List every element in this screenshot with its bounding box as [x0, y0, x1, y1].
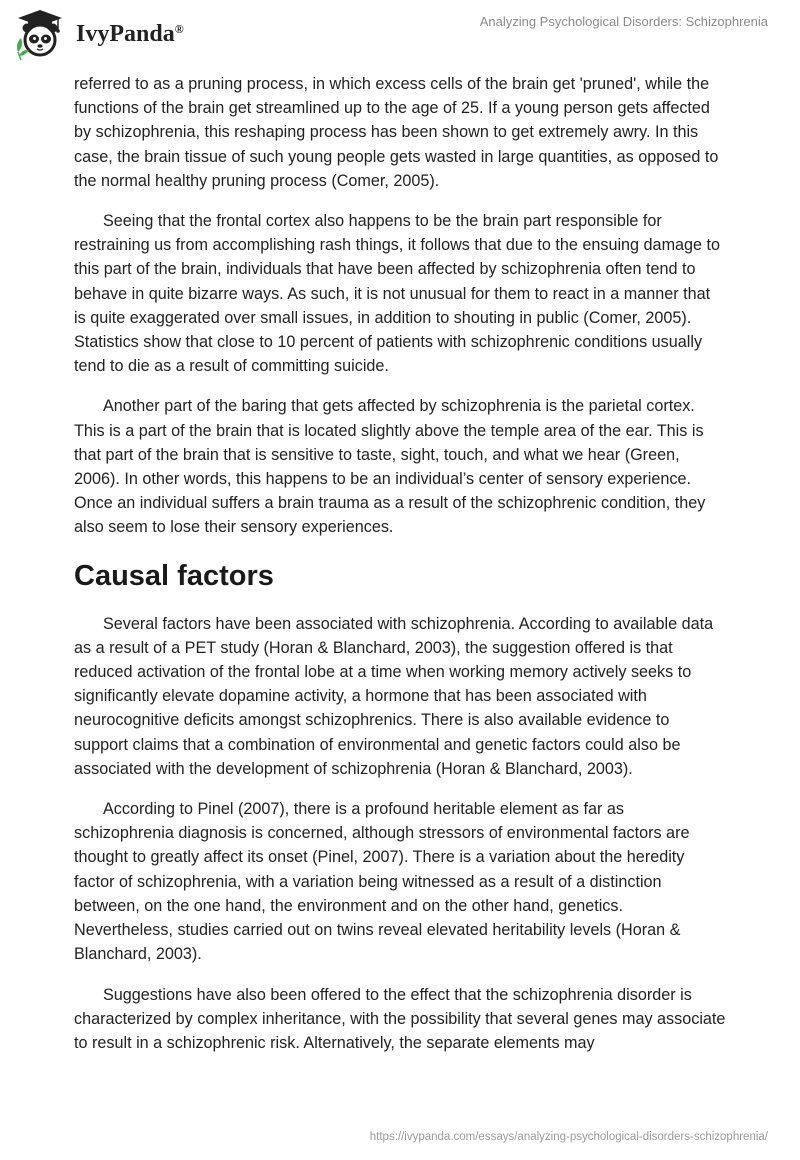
- page-header: [0, 0, 800, 70]
- paragraph-pruning: referred to as a pruning process, in which excess cells of the brain get 'pruned', while the functions of the brain get streamlined up to the age of 25. If a young person gets affected by schizophrenia, this reshaping process has been shown to get extremely awry. In this case, the brain tissue of such young people gets wasted in large quantities, as opposed to the normal healthy pruning process (Comer, 2005).: [74, 75, 719, 190]
- paragraph-frontal-cortex: Seeing that the frontal cortex also happens to be the brain part responsible for restraining us from accomplishing rash things, it follows that due to the ensuing damage to this part of the brain, individuals that have been affected by schizophrenia often tend to behave in quite bizarre ways. As such, it is not unusual for them to react in a manner that is quite exaggerated over small issues, in addition to shouting in public (Comer, 2005). Statistics show that close to 10 percent of patients with schizophrenic conditions usually tend to die as a result of committing suicide.: [74, 212, 721, 376]
- essay-content: [74, 72, 726, 1071]
- paragraph-heritability: According to Pinel (2007), there is a profound heritable element as far as schizophrenia diagnosis is concerned, although stressors of environmental factors are thought to greatly affect its onset (Pinel, 2007). There is a variation about the heredity factor of schizophrenia, with a variation being witnessed as a result of a distinction between, on the one hand, the environment and on the other hand, genetics. Nevertheless, studies carried out on twins reveal elevated heritability levels (Horan & Blanchard, 2003).: [74, 800, 690, 964]
- brand-text: IvyPanda: [76, 21, 175, 47]
- paragraph-parietal-cortex: Another part of the baring that gets affected by schizophrenia is the parietal cortex. This is a part of the brain that is located slightly above the temple area of the ear. This is that part of the brain that is sensitive to taste, sight, touch, and what we hear (Green, 2006). In other words, this happens to be an individual’s center of sensory experience. Once an individual suffers a brain trauma as a result of the schizophrenic condition, they also seem to lose their sensory experiences.: [74, 397, 706, 537]
- panda-mascot-icon: [14, 8, 70, 62]
- ivypanda-logo[interactable]: [14, 8, 224, 62]
- paragraph-complex-inheritance: Suggestions have also been offered to the effect that the schizophrenia disorder is characterized by complex inheritance, with the possibility that several genes may associate to result in a schizophrenic risk. Alternatively, the separate elements may: [74, 985, 726, 1052]
- document-title: Analyzing Psychological Disorders: Schizophrenia: [479, 14, 768, 29]
- registered-mark: ®: [174, 22, 184, 36]
- source-url[interactable]: https://ivypanda.com/essays/analyzing-psychological-disorders-schizophrenia/: [369, 1131, 768, 1143]
- brand-name: [76, 21, 184, 48]
- paragraph-pet-study: Several factors have been associated with schizophrenia. According to available data as a result of a PET study (Horan & Blanchard, 2003), the suggestion offered is that reduced activation of the frontal lobe at a time when working memory actively seeks to significantly elevate dopamine activity, a hormone that has been associated with neurocognitive deficits amongst schizophrenics. There is also available evidence to support claims that a combination of environmental and genetic factors could also be associated with the development of schizophrenia (Horan & Blanchard, 2003).: [74, 614, 714, 778]
- section-heading-causal-factors: Causal factors: [74, 559, 274, 592]
